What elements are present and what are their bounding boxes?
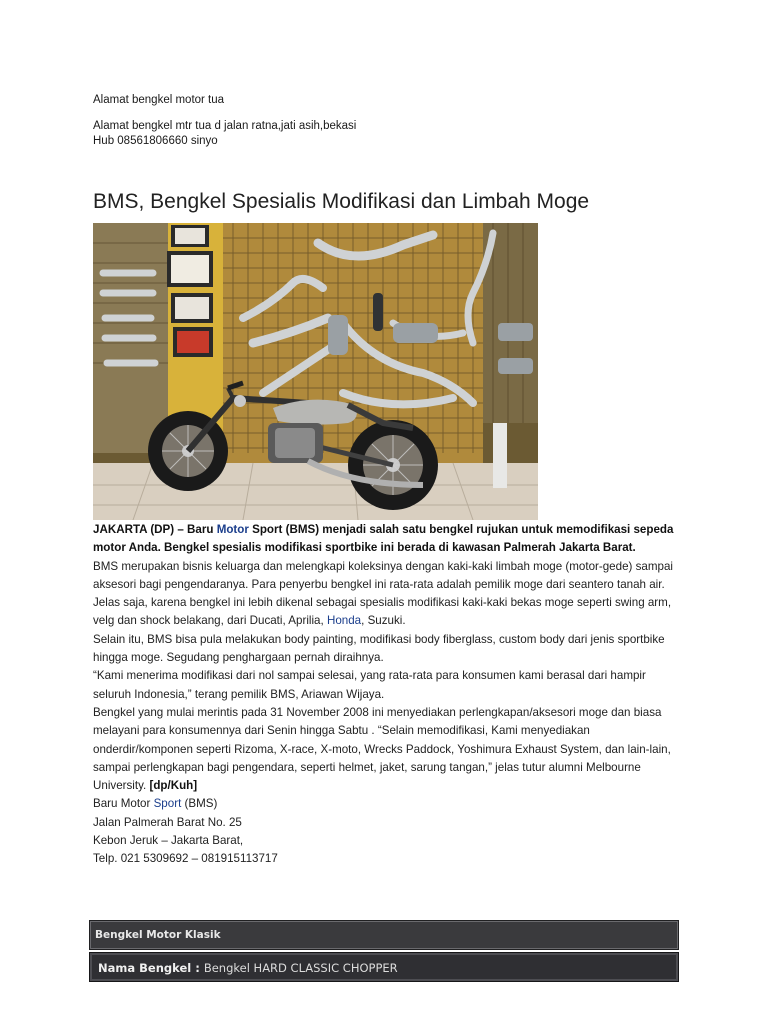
article-title: BMS, Bengkel Spesialis Modifikasi dan Limbah Moge bbox=[93, 190, 590, 213]
workshop-name-label-group bbox=[98, 961, 398, 975]
lead-rest: Sport (BMS) menjadi salah satu bengkel rujukan untuk memodifikasi sepeda motor Anda. Bengkel spesialis modifikasi sportbike ini berada di kawasan Palmerah Jakarta Barat. bbox=[93, 523, 674, 555]
section-bar-bengkel-klasik bbox=[89, 920, 679, 950]
lead-city: JAKARTA (DP) bbox=[93, 523, 175, 536]
section-bar-title: Bengkel Motor Klasik bbox=[95, 929, 221, 941]
address-line-3: Kebon Jeruk – Jakarta Barat, bbox=[93, 834, 244, 848]
paragraph-2-end: , Suzuki. bbox=[361, 614, 406, 628]
motorcycle-illustration bbox=[93, 223, 538, 520]
article-lead bbox=[93, 521, 683, 558]
address-line-1-b: (BMS) bbox=[181, 797, 218, 811]
address-line-1 bbox=[93, 795, 683, 813]
link-sport[interactable]: Sport bbox=[153, 797, 182, 811]
link-honda[interactable]: Honda bbox=[326, 614, 362, 628]
lead-dash: – Baru bbox=[174, 523, 217, 536]
workshop-name-bar bbox=[89, 952, 679, 982]
workshop-name-value: Bengkel HARD CLASSIC CHOPPER bbox=[203, 961, 398, 975]
motorcycle-photo bbox=[93, 223, 538, 520]
paragraph-3: Selain itu, BMS bisa pula melakukan body painting, modifikasi body fiberglass, custom body dari jenis sportbike hingga moge. Segudang penghargaan pernah diraihnya. bbox=[93, 632, 665, 665]
author-tag: [dp/Kuh] bbox=[149, 779, 198, 793]
paragraph-1: BMS merupakan bisnis keluarga dan melengkapi koleksinya dengan kaki-kaki limbah moge (motor-gede) sampai aksesori bagi pengendaranya. Para penyerbu bengkel ini rata-rata adalah pemilik moge dari seantero tanah air. bbox=[93, 559, 673, 591]
header-line-3: Hub 08561806660 sinyo bbox=[93, 135, 218, 147]
paragraph-5 bbox=[93, 704, 683, 795]
paragraph-5-text: Bengkel yang mulai merintis pada 31 November 2008 ini menyediakan perlengkapan/aksesori moge dan biasa melayani para konsumennya dari Senin hingga Sabtu . “Selain memodifikasi, Kami menyediakan onderdir/komponen seperti Rizoma, X-race, X-moto, Wrecks Paddock, Yoshimura Exhaust System, dan lain-lain, sampai perlengkapan bagi pengendara, seperti helmet, jaket, sarung tangan,” jelas tutur alumni Melbourne University. bbox=[93, 705, 671, 793]
header-line-2: Alamat bengkel mtr tua d jalan ratna,jati asih,bekasi bbox=[93, 120, 357, 132]
address-line-2: Jalan Palmerah Barat No. 25 bbox=[93, 815, 242, 829]
paragraph-4: “Kami menerima modifikasi dari nol sampai selesai, yang rata-rata para konsumen kami berasal dari hampir seluruh Indonesia,” terang pemilik BMS, Ariawan Wijaya. bbox=[93, 669, 646, 701]
paragraph-2-text: Jelas saja, karena bengkel ini lebih dikenal sebagai spesialis modifikasi kaki-kaki bekas moge seperti swing arm, velg dan shock belakang, dari Ducati, Aprilia, bbox=[93, 596, 672, 628]
header-line-1: Alamat bengkel motor tua bbox=[93, 94, 225, 106]
workshop-name-label: Nama Bengkel : bbox=[98, 961, 204, 975]
article-body bbox=[93, 521, 683, 869]
phone-line: Telp. 021 5309692 – 081915113717 bbox=[93, 852, 278, 866]
address-line-1-a: Baru Motor bbox=[93, 797, 154, 811]
link-motor[interactable]: Motor bbox=[216, 523, 249, 536]
paragraph-2 bbox=[93, 594, 683, 631]
